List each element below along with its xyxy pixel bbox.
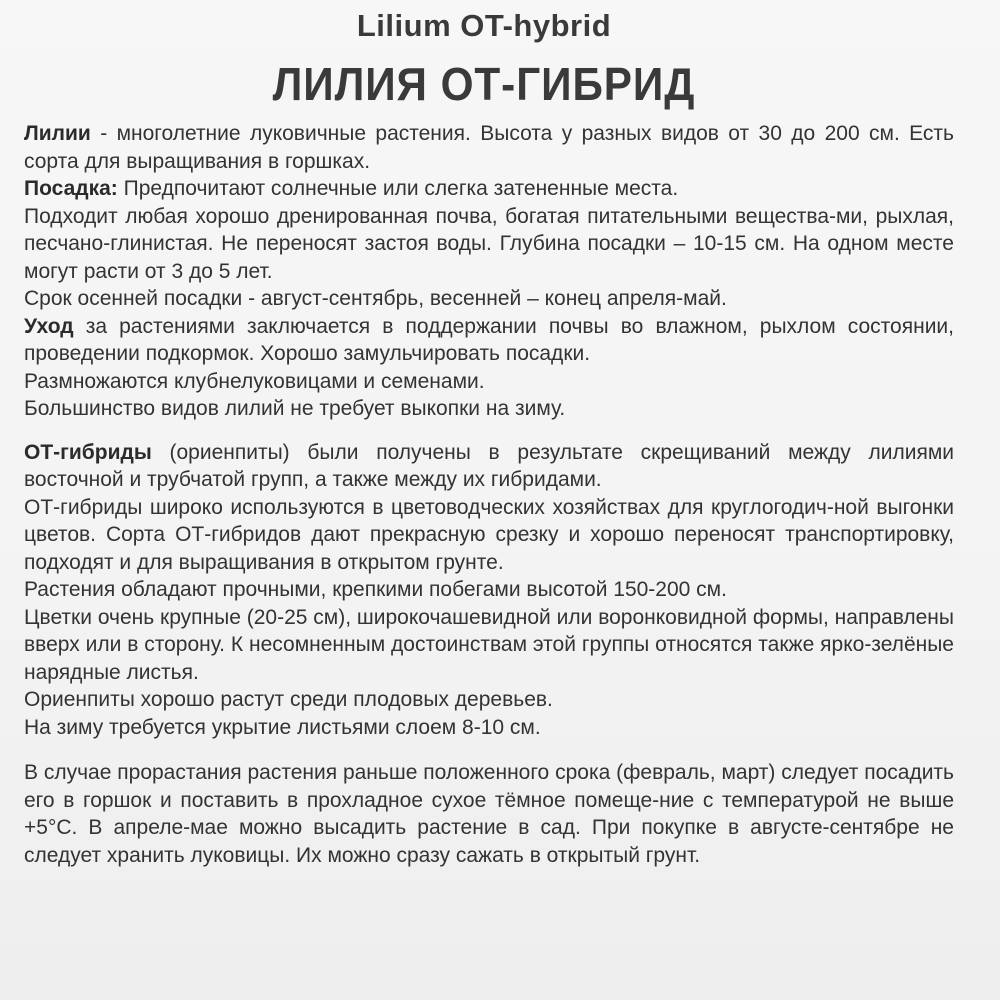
ot-hybrids-text: (ориенпиты) были получены в результате скрещиваний между лилиями восточной и трубчатой групп, а также между их гибридами.	[24, 440, 954, 491]
care-term: Уход	[24, 314, 74, 338]
early-sprouting-note: В случае прорастания растения раньше положенного срока (февраль, март) следует посадить его в горшок и поставить в прохладное сухое тёмное помеще-ние с температурой не выше +5°С. В апреле-мае можно высадить растение в сад. При покупке в августе-сентябре не следует хранить луковицы. Их можно сразу сажать в открытый грунт.	[24, 761, 954, 867]
care-text: за растениями заключается в поддержании почвы во влажном, рыхлом состоянии, проведении подкормок. Хорошо замульчировать посадки.	[24, 314, 954, 365]
russian-title: ЛИЛИЯ ОТ-ГИБРИД	[272, 58, 696, 110]
propagation-paragraph: Размножаются клубнелуковицами и семенами.	[24, 369, 485, 393]
ot-orchard-paragraph: Ориенпиты хорошо растут среди плодовых деревьев.	[24, 688, 553, 711]
latin-title: Lilium OT-hybrid	[356, 8, 612, 43]
description-body	[24, 120, 954, 869]
ot-usage-paragraph: ОТ-гибриды широко используются в цветоводческих хозяйствах для круглогодич-ной выгонки цветов. Сорта ОТ-гибридов дают прекрасную срезку и хорошо переносят транспортировку, подходят и для выращивания в открытом грунте.	[24, 495, 954, 574]
ot-winter-cover-paragraph: На зиму требуется укрытие листьями слоем 8-10 см.	[24, 715, 541, 739]
planting-time-paragraph: Срок осенней посадки - август-сентябрь, весенней – конец апреля-май.	[24, 287, 727, 310]
planting-soil-paragraph: Подходит любая хорошо дренированная почва, богатая питательными вещества-ми, рыхлая, песчано-глинистая. Не переносят застоя воды. Глубина посадки – 10-15 см. На одном месте могут расти от 3 до 5 лет.	[24, 204, 954, 283]
section-gap	[24, 741, 954, 759]
planting-term: Посадка:	[24, 177, 118, 200]
ot-flowers-paragraph: Цветки очень крупные (20-25 см), широкочашевидной или воронковидной формы, направлены вверх или в сторону. К несомненным достоинствам этой группы относятся также ярко-зелёные нарядные листья.	[24, 605, 954, 684]
winter-digging-paragraph: Большинство видов лилий не требует выкопки на зиму.	[24, 397, 566, 420]
ot-hybrids-paragraph	[24, 439, 954, 494]
intro-term: Лилии	[24, 122, 91, 145]
ot-hybrids-term: ОТ-гибриды	[24, 440, 152, 464]
intro-paragraph	[24, 120, 954, 175]
planting-text: Предпочитают солнечные или слегка затененные места.	[117, 177, 679, 200]
intro-text: - многолетние луковичные растения. Высота у разных видов от 30 до 200 см. Есть сорта для выращивания в горшках.	[24, 122, 954, 173]
care-paragraph	[24, 313, 954, 368]
section-gap	[24, 423, 954, 439]
planting-paragraph	[24, 175, 954, 203]
ot-stems-paragraph: Растения обладают прочными, крепкими побегами высотой 150-200 см.	[24, 578, 727, 601]
